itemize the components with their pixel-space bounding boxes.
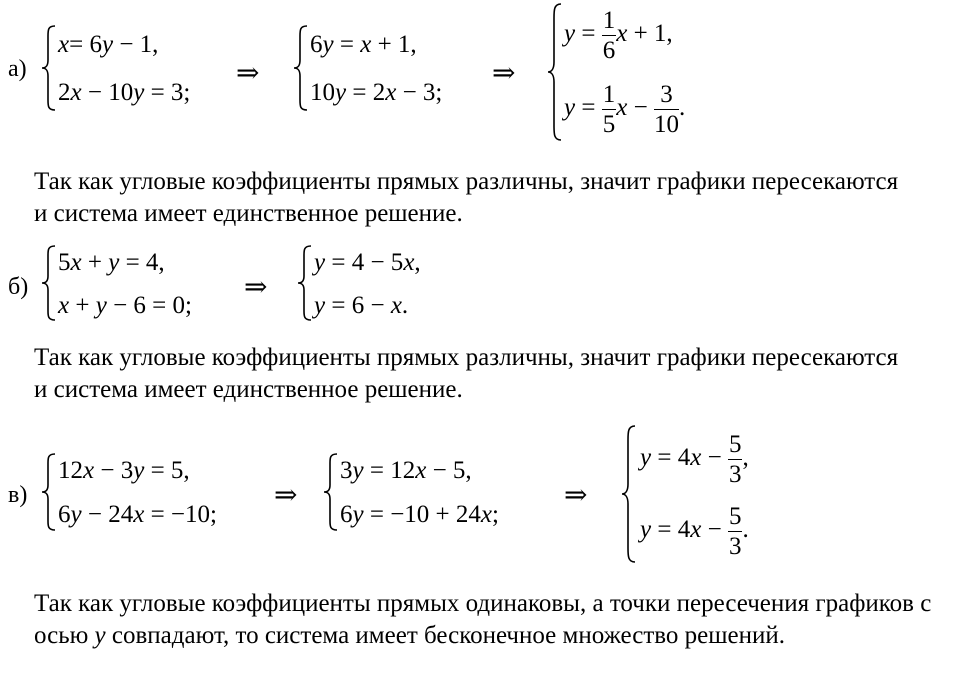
explanation-a: Так как угловые коэффициенты прямых различны, значит графики пересекаются и система имеет единственное решение.	[34, 168, 899, 227]
brace-icon	[40, 452, 58, 532]
system-b1-eq1: 5x + y = 4,	[58, 249, 165, 276]
explanation-c: Так как угловые коэффициенты прямых одинаковы, а точки пересечения графиков с осью y совпадают, то система имеет бесконечное множество решений.	[34, 590, 932, 649]
brace-icon	[620, 424, 638, 564]
system-c1-eq1: 12x − 3y = 5,	[58, 457, 190, 484]
fraction: $\frac{5}{3}$	[728, 503, 742, 560]
fraction: $\frac{1}{6}$	[602, 7, 616, 64]
brace-icon	[40, 244, 58, 322]
explanation-b: Так как угловые коэффициенты прямых различны, значит графики пересекаются и система имеет единственное решение.	[34, 344, 899, 403]
implies-arrow: ⇒	[564, 480, 588, 511]
implies-arrow: ⇒	[492, 58, 516, 89]
brace-icon	[40, 24, 58, 112]
fraction: $\frac{5}{3}$	[728, 431, 742, 488]
system-b2-eq1: y = 4 − 5x,	[314, 249, 421, 276]
fraction: $\frac{3}{10}$	[653, 81, 679, 138]
implies-arrow: ⇒	[274, 480, 298, 511]
brace-icon	[322, 452, 340, 532]
system-b2-eq2: y = 6 − x.	[314, 292, 409, 319]
implies-arrow: ⇒	[236, 58, 260, 89]
system-c2-eq2: 6y = −10 + 24x;	[340, 501, 499, 528]
system-c3-eq2: y = 4x − $\frac{5}{3}$ .	[640, 503, 749, 560]
system-b1-eq2: x + y − 6 = 0;	[58, 292, 192, 319]
part-c-label: в)	[8, 482, 28, 508]
brace-icon	[546, 2, 564, 142]
part-a-label: а)	[8, 56, 27, 82]
system-a1-eq1: x= 6y − 1,	[58, 31, 159, 58]
system-a3-eq2: y = $\frac{1}{5}$ x − $\frac{3}{10}$ .	[564, 81, 686, 138]
system-c1-eq2: 6y − 24x = −10;	[58, 501, 217, 528]
brace-icon	[296, 244, 314, 322]
system-a1-eq2: 2x − 10y = 3;	[58, 79, 191, 106]
system-c2-eq1: 3y = 12x − 5,	[340, 457, 472, 484]
part-b-label: б)	[8, 274, 29, 300]
system-a2-eq1: 6y = x + 1,	[310, 31, 417, 58]
brace-icon	[292, 24, 310, 112]
fraction: $\frac{1}{5}$	[602, 81, 616, 138]
system-c3-eq1: y = 4x − $\frac{5}{3}$ ,	[640, 431, 749, 488]
implies-arrow: ⇒	[244, 272, 268, 303]
system-a2-eq2: 10y = 2x − 3;	[310, 79, 443, 106]
system-a3-eq1: y = $\frac{1}{6}$ x + 1,	[564, 7, 673, 64]
